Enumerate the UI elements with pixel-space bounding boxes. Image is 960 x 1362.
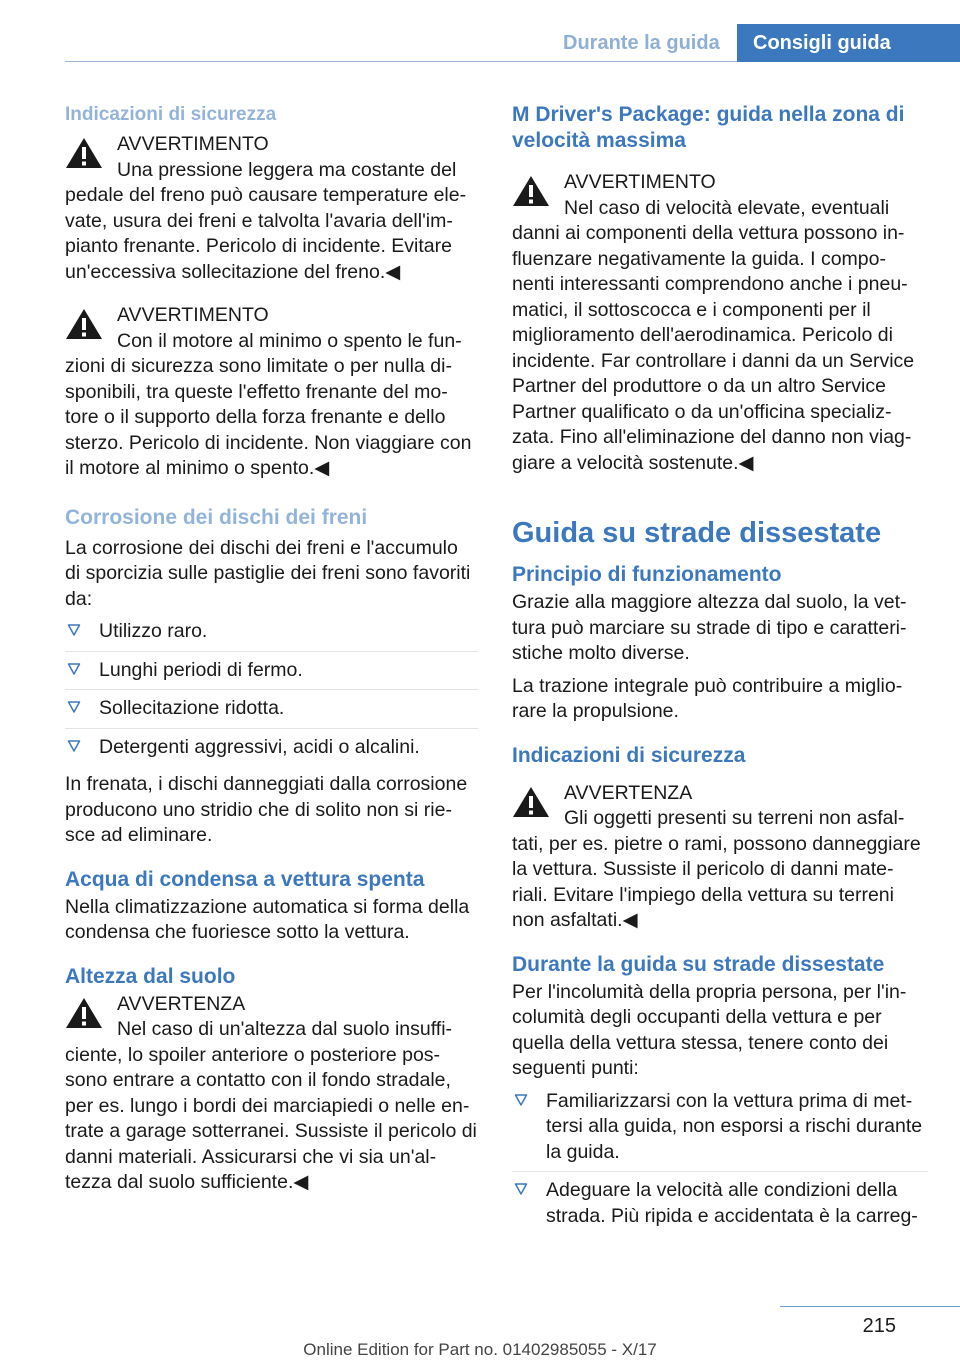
- warning-triangle-icon: [65, 136, 103, 170]
- footer-rule: [780, 1306, 960, 1307]
- list-item: Detergenti aggressivi, acidi o alcalini.: [65, 735, 478, 767]
- section-tab[interactable]: Durante la guida: [563, 32, 720, 54]
- warning-title: AVVERTENZA: [564, 781, 693, 804]
- list-item: Familiarizzarsi con la vettura prima di met-tersi alla guida, non esporsi a rischi durante la guida.: [512, 1089, 928, 1173]
- warning-triangle-icon: [65, 996, 103, 1030]
- list-item: Utilizzo raro.: [65, 619, 478, 652]
- mdriver-heading: M Driver's Package: guida nella zona di velocità massima: [512, 103, 905, 152]
- right-column: [512, 102, 928, 1241]
- principle-heading: Principio di funzionamento: [512, 563, 782, 586]
- chapter-tab[interactable]: Consigli guida: [737, 24, 960, 62]
- condensation-heading: Acqua di condensa a vettura spenta: [65, 867, 425, 891]
- triangle-bullet-icon: [67, 739, 81, 753]
- triangle-bullet-icon: [67, 662, 81, 676]
- warning-text: Con il motore al minimo o spento le fun-zioni di sicurezza sono limitate o per nulla di-sponibili, tra queste l'effetto frenante del mo-tore o il supporto della forza frenante e dello sterzo. Pericolo di incidente. Non viaggiare con il motore al minimo o spento.◀: [65, 329, 472, 479]
- triangle-bullet-icon: [67, 700, 81, 714]
- during-intro: Per l'incolumità della propria persona, per l'in-columità degli occupanti della vettura e per quella della vettura stessa, tenere conto dei seguenti punti:: [512, 980, 907, 1079]
- condensation-text: Nella climatizzazione automatica si forma della condensa che fuoriesce sotto la vettura.: [65, 895, 470, 943]
- warning-text: Nel caso di velocità elevate, eventuali danni ai componenti della vettura possono in-fluenzare negativamente la guida. I compo-nenti interessanti comprendono anche i pneu-matici, il sottoscocca e i componenti per il miglioramento dell'aerodinamica. Pericolo di incidente. Far controllare i danni da un Service Partner del produttore o da un altro Service Partner qualificato o da un'officina specializ-zata. Fino all'eliminazione del danno non viag-giare a velocità sostenute.◀: [512, 196, 915, 474]
- warning-title: AVVERTIMENTO: [117, 133, 269, 155]
- footer-edition: Online Edition for Part no. 01402985055 - X/17: [303, 1340, 657, 1359]
- safety-heading-right: Indicazioni di sicurezza: [512, 743, 746, 767]
- list-item: Sollecitazione ridotta.: [65, 696, 478, 729]
- corrosion-heading: Corrosione dei dischi dei freni: [65, 505, 368, 529]
- warning-box-2: [65, 303, 478, 482]
- page-number: 215: [862, 1315, 896, 1337]
- warning-title: AVVERTENZA: [117, 992, 246, 1015]
- corrosion-intro: La corrosione dei dischi dei freni e l'accumulo di sporcizia sulle pastiglie dei freni sono favoriti da:: [65, 536, 471, 610]
- warning-triangle-icon: [65, 307, 103, 341]
- triangle-bullet-icon: [514, 1182, 528, 1196]
- safety-heading-left: Indicazioni di sicurezza: [65, 104, 277, 125]
- warning-triangle-icon: [512, 785, 550, 819]
- principle-paragraph-2: La trazione integrale può contribuire a miglio-rare la propulsione.: [512, 674, 903, 722]
- warning-box-4: [512, 170, 928, 476]
- triangle-bullet-icon: [67, 623, 81, 637]
- warning-box-3: [65, 992, 478, 1196]
- triangle-bullet-icon: [514, 1093, 528, 1107]
- warning-text: Una pressione leggera ma costante del pedale del freno può causare temperature ele-vate, usura dei freni e talvolta l'avaria dell'im-pianto frenante. Pericolo di incidente. Evitare un'eccessiva sollecitazione del freno.◀: [65, 158, 467, 283]
- left-column: [65, 102, 478, 1214]
- warning-box-1: [65, 132, 478, 285]
- during-heading: Durante la guida su strade dissestate: [512, 952, 885, 976]
- warning-box-5: [512, 781, 928, 934]
- ground-clearance-heading: Altezza dal suolo: [65, 964, 236, 988]
- list-item: Adeguare la velocità alle condizioni della strada. Più ripida e accidentata è la carreg-: [512, 1178, 928, 1235]
- corrosion-list: [65, 619, 478, 766]
- warning-text: Gli oggetti presenti su terreni non asfal-tati, per es. pietre o rami, possono danneggiare la vettura. Sussiste il pericolo di danni mate-riali. Evitare l'impiego della vettura su terreni non asfaltati.◀: [512, 807, 921, 931]
- warning-title: AVVERTIMENTO: [564, 171, 716, 193]
- warning-title: AVVERTIMENTO: [117, 304, 269, 326]
- list-item: Lunghi periodi di fermo.: [65, 658, 478, 691]
- warning-triangle-icon: [512, 174, 550, 208]
- during-list: [512, 1089, 928, 1236]
- rough-roads-heading: Guida su strade dissestate: [512, 517, 882, 549]
- corrosion-outro: In frenata, i dischi danneggiati dalla corrosione producono uno stridio che di solito non si rie-sce ad eliminare.: [65, 773, 468, 846]
- principle-paragraph-1: Grazie alla maggiore altezza dal suolo, la vet-tura può marciare su strade di tipo e caratteri-stiche molto diverse.: [512, 591, 907, 664]
- warning-text: Nel caso di un'altezza dal suolo insuffi-ciente, lo spoiler anteriore o posteriore pos-sono entrare a contatto con il fondo stradale, per es. lungo i bordi dei marciapiedi o nelle en-trate a garage sotterranei. Sussiste il pericolo di danni materiali. Assicurarsi che vi sia un'al-tezza dal suolo sufficiente.◀: [65, 1018, 477, 1193]
